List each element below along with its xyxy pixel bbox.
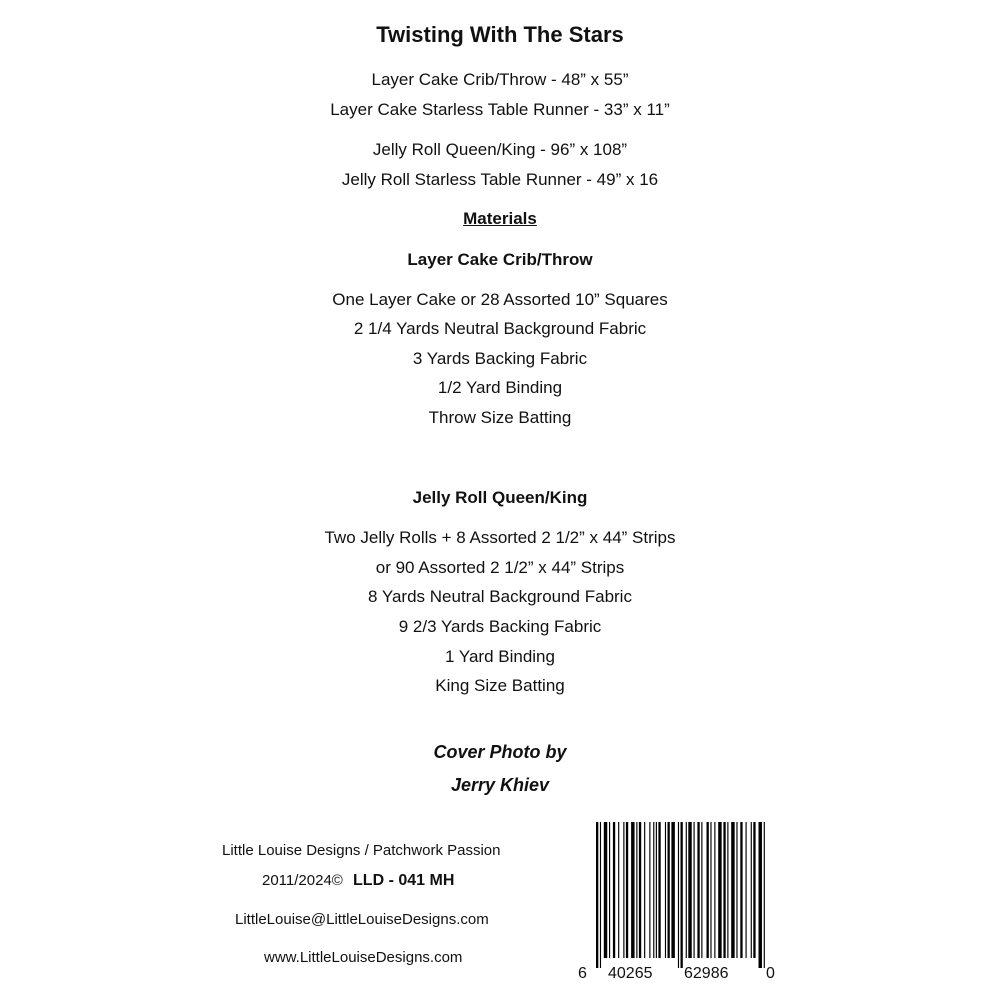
- barcode-bar: [697, 822, 699, 958]
- barcode-bar: [649, 822, 650, 958]
- jelly-roll-heading: Jelly Roll Queen/King: [412, 488, 588, 507]
- size-layer-cake-throw: Layer Cake Crib/Throw - 48” x 55”: [371, 70, 629, 89]
- barcode-bar: [639, 822, 641, 958]
- barcode-bar: [618, 822, 619, 958]
- jelly-roll-item: 9 2/3 Yards Backing Fabric: [398, 617, 602, 636]
- barcode-bar: [658, 822, 660, 958]
- barcode-bar: [656, 822, 657, 958]
- barcode-bar: [740, 822, 742, 958]
- layer-cake-item: Throw Size Batting: [428, 408, 572, 427]
- barcode-digit-group: 62986: [684, 965, 729, 982]
- barcode-bar: [623, 822, 624, 958]
- barcode-bar: [678, 822, 679, 968]
- layer-cake-item: One Layer Cake or 28 Assorted 10” Squares: [332, 290, 668, 309]
- layer-cake-heading: Layer Cake Crib/Throw: [407, 250, 593, 269]
- barcode-bar: [686, 822, 687, 958]
- copyright-line: [262, 872, 454, 890]
- upc-barcode: [578, 818, 778, 983]
- jelly-roll-item: Two Jelly Rolls + 8 Assorted 2 1/2” x 44” Strips: [324, 528, 676, 547]
- barcode-bar: [644, 822, 645, 958]
- pattern-title: Twisting With The Stars: [376, 22, 624, 47]
- barcode-bar: [681, 822, 683, 968]
- barcode-bar: [727, 822, 728, 958]
- barcode-bar: [718, 822, 721, 958]
- barcode-digits: [578, 965, 775, 982]
- website-link[interactable]: www.LittleLouiseDesigns.com: [264, 949, 463, 966]
- barcode-bar: [731, 822, 734, 958]
- barcode-bar: [604, 822, 607, 958]
- barcode-bar: [736, 822, 737, 958]
- jelly-roll-item: King Size Batting: [435, 676, 565, 695]
- credit-photographer: Jerry Khiev: [450, 775, 550, 795]
- barcode-bar: [746, 822, 747, 958]
- barcode-bar: [636, 822, 637, 958]
- barcode-bar: [613, 822, 615, 958]
- barcode-bar: [600, 822, 601, 968]
- barcode-bar: [753, 822, 755, 958]
- copyright-years: 2011/2024©: [262, 872, 343, 889]
- credit-line-1: Cover Photo by: [433, 742, 567, 762]
- layer-cake-item: 2 1/4 Yards Neutral Background Fabric: [353, 319, 647, 338]
- barcode-bars: [596, 822, 765, 968]
- barcode-bar: [609, 822, 610, 958]
- company-name: Little Louise Designs / Patchwork Passion: [222, 842, 501, 859]
- barcode-bar: [751, 822, 752, 958]
- layer-cake-item: 1/2 Yard Binding: [437, 378, 563, 397]
- barcode-bar: [759, 822, 762, 968]
- barcode-digit-group: 0: [766, 965, 775, 982]
- barcode-bar: [764, 822, 765, 968]
- barcode-bar: [688, 822, 691, 958]
- materials-heading: Materials: [463, 209, 537, 228]
- size-jelly-roll-runner: Jelly Roll Starless Table Runner - 49” x 16: [341, 170, 659, 189]
- barcode-bar: [694, 822, 695, 958]
- barcode-bar: [626, 822, 628, 958]
- jelly-roll-item: or 90 Assorted 2 1/2” x 44” Strips: [375, 558, 625, 577]
- pattern-code: LLD - 041 MH: [353, 872, 455, 889]
- email-link[interactable]: LittleLouise@LittleLouiseDesigns.com: [235, 911, 489, 928]
- barcode-digit-group: 6: [578, 965, 587, 982]
- barcode-bar: [714, 822, 715, 958]
- barcode-bar: [710, 822, 711, 958]
- barcode-bar: [671, 822, 674, 958]
- size-jelly-roll-queen: Jelly Roll Queen/King - 96” x 108”: [372, 140, 628, 159]
- jelly-roll-item: 8 Yards Neutral Background Fabric: [368, 587, 632, 606]
- barcode-bar: [668, 822, 670, 958]
- barcode-bar: [665, 822, 666, 958]
- barcode-bar: [653, 822, 654, 958]
- barcode-bar: [723, 822, 725, 958]
- size-layer-cake-runner: Layer Cake Starless Table Runner - 33” x 11”: [330, 100, 670, 119]
- jelly-roll-item: 1 Yard Binding: [445, 647, 555, 666]
- barcode-digit-group: 40265: [608, 965, 653, 982]
- barcode-bar: [631, 822, 634, 958]
- barcode-bar: [596, 822, 598, 968]
- layer-cake-item: 3 Yards Backing Fabric: [412, 349, 588, 368]
- barcode-bar: [701, 822, 702, 958]
- barcode-bar: [707, 822, 709, 958]
